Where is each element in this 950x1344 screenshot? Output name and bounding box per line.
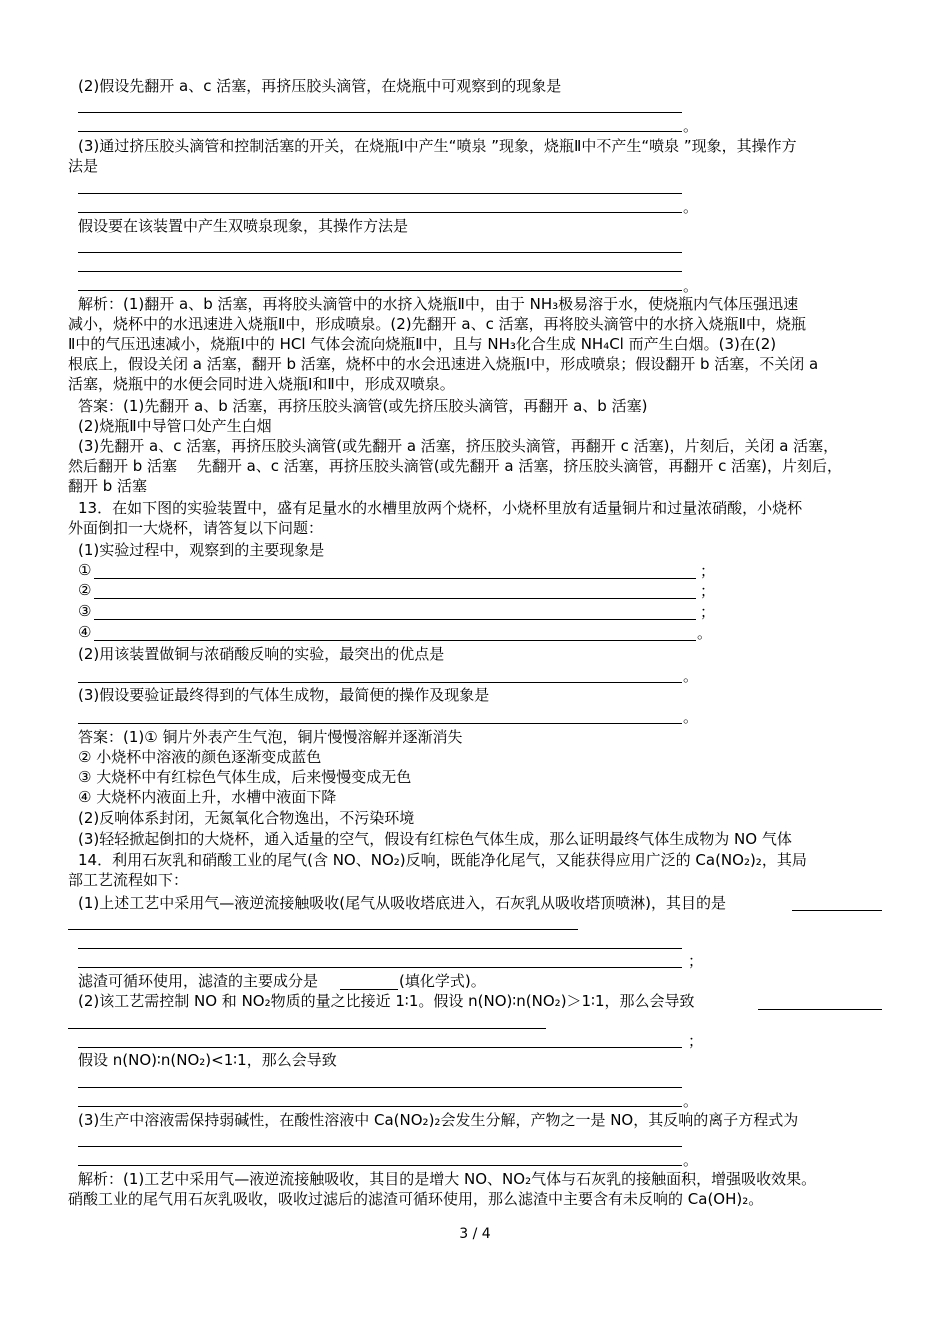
q13-answer-line: (2)反响体系封闭，无氮氧化合物逸出，不污染环境 <box>78 809 415 827</box>
answer-blank[interactable] <box>78 290 682 291</box>
q12-analysis-line: 解析：(1)翻开 a、b 活塞，再将胶头滴管中的水挤入烧瓶Ⅱ中，由于 NH₃极易溶于水，使烧瓶内气体压强迅速 <box>78 295 799 313</box>
punctuation: ； <box>700 562 716 580</box>
q12-answer-line: (3)先翻开 a、c 活塞，再挤压胶头滴管(或先翻开 a 活塞，挤压胶头滴管，再翻开 c 活塞)，片刻后，关闭 a 活塞， <box>78 437 839 455</box>
q13-part1-prompt: (1)实验过程中，观察到的主要现象是 <box>78 541 325 559</box>
q14-part2-prompt-b: 假设 n(NO)∶n(NO₂)<1∶1，那么会导致 <box>78 1051 337 1069</box>
answer-blank[interactable] <box>68 929 578 930</box>
page-number: 3 / 4 <box>459 1226 491 1242</box>
answer-blank[interactable] <box>94 640 696 641</box>
answer-blank[interactable] <box>94 578 696 579</box>
q12-answer-line: 然后翻开 b 活塞 先翻开 a、c 活塞，再挤压胶头滴管(或先翻开 a 活塞，挤压胶头滴管，再翻开 c 活塞)，片刻后， <box>68 457 843 475</box>
q13-item-marker: ② <box>78 581 92 599</box>
punctuation: ； <box>700 603 716 621</box>
answer-blank[interactable] <box>78 1146 682 1147</box>
q13-answer-line: ③ 大烧杯中有红棕色气体生成，后来慢慢变成无色 <box>78 768 412 786</box>
q12-part3-prompt-cont: 法是 <box>68 157 99 175</box>
punctuation: 。 <box>683 1151 699 1169</box>
answer-blank[interactable] <box>78 1165 682 1166</box>
punctuation: 。 <box>683 117 699 135</box>
answer-blank[interactable] <box>78 131 682 132</box>
answer-blank[interactable] <box>78 723 682 724</box>
punctuation: 。 <box>683 1092 699 1110</box>
answer-blank[interactable] <box>94 619 696 620</box>
answer-blank[interactable] <box>94 598 696 599</box>
q13-part3-prompt: (3)假设要验证最终得到的气体生成物，最简便的操作及现象是 <box>78 686 490 704</box>
q13-item-marker: ④ <box>78 623 92 641</box>
q14-stem-cont: 部工艺流程如下： <box>68 871 189 889</box>
q14-analysis-line: 硝酸工业的尾气用石灰乳吸收，吸收过滤后的滤渣可循环使用，那么滤渣中主要含有未反响的 Ca(OH)₂。 <box>68 1190 764 1208</box>
q13-item-marker: ① <box>78 561 92 579</box>
answer-blank[interactable] <box>78 967 682 968</box>
q14-part3-prompt: (3)生产中溶液需保持弱碱性，在酸性溶液中 Ca(NO₂)₂会发生分解，产物之一是 NO，其反响的离子方程式为 <box>78 1111 799 1129</box>
q12-analysis-line: 根底上，假设关闭 a 活塞，翻开 b 活塞，烧杯中的水会迅速进入烧瓶Ⅰ中，形成喷泉；假设翻开 b 活塞，不关闭 a <box>68 355 819 373</box>
answer-blank[interactable] <box>340 989 398 990</box>
q12-analysis-line: 减小，烧杯中的水迅速进入烧瓶Ⅱ中，形成喷泉。(2)先翻开 a、c 活塞，再将胶头滴管中的水挤入烧瓶Ⅱ中，烧瓶 <box>68 315 806 333</box>
q13-stem-cont: 外面倒扣一大烧杯，请答复以下问题： <box>68 519 324 537</box>
q13-item-marker: ③ <box>78 602 92 620</box>
q14-analysis-line: 解析：(1)工艺中采用气—液逆流接触吸收，其目的是增大 NO、NO₂气体与石灰乳的接触面积，增强吸收效果。 <box>78 1170 817 1188</box>
q14-part1-residue-suffix: (填化学式)。 <box>399 972 486 990</box>
answer-blank[interactable] <box>78 948 682 949</box>
punctuation: 。 <box>683 198 699 216</box>
punctuation: 。 <box>697 624 713 642</box>
q13-answer-line: ④ 大烧杯内液面上升，水槽中液面下降 <box>78 788 337 806</box>
answer-blank[interactable] <box>78 1047 682 1048</box>
q12-analysis-line: 活塞，烧瓶中的水便会同时进入烧瓶Ⅰ和Ⅱ中，形成双喷泉。 <box>68 375 455 393</box>
punctuation: 。 <box>683 277 699 295</box>
q13-answer-line: ② 小烧杯中溶液的颜色逐渐变成蓝色 <box>78 748 322 766</box>
q14-stem: 14．利用石灰乳和硝酸工业的尾气(含 NO、NO₂)反响，既能净化尾气，又能获得应用广泛的 Ca(NO₂)₂，其局 <box>78 851 807 869</box>
answer-blank[interactable] <box>758 1009 882 1010</box>
q12-answer-line: (2)烧瓶Ⅱ中导管口处产生白烟 <box>78 417 272 435</box>
q12-part3-prompt: (3)通过挤压胶头滴管和控制活塞的开关，在烧瓶Ⅰ中产生“喷泉 ”现象，烧瓶Ⅱ中不产生“喷泉 ”现象，其操作方 <box>78 137 797 155</box>
q12-answer-line: 翻开 b 活塞 <box>68 477 148 495</box>
q13-stem: 13．在如下图的实验装置中，盛有足量水的水槽里放两个烧杯，小烧杯里放有适量铜片和过量浓硝酸，小烧杯 <box>78 499 803 517</box>
punctuation: 。 <box>683 708 699 726</box>
q14-part2-prompt: (2)该工艺需控制 NO 和 NO₂物质的量之比接近 1∶1。假设 n(NO)∶n(NO₂)＞1∶1，那么会导致 <box>78 992 695 1010</box>
answer-blank[interactable] <box>78 682 682 683</box>
q13-answer-line: (3)轻轻掀起倒扣的大烧杯，通入适量的空气，假设有红棕色气体生成，那么证明最终气体生成物为 NO 气体 <box>78 830 792 848</box>
answer-blank[interactable] <box>78 1106 682 1107</box>
answer-blank[interactable] <box>792 910 882 911</box>
q14-part1-residue-prompt: 滤渣可循环使用，滤渣的主要成分是 <box>78 972 319 990</box>
q12-part4-prompt: 假设要在该装置中产生双喷泉现象，其操作方法是 <box>78 217 409 235</box>
punctuation: ； <box>688 1032 704 1050</box>
answer-blank[interactable] <box>68 1028 546 1029</box>
q12-analysis-line: Ⅱ中的气压迅速减小，烧瓶Ⅰ中的 HCl 气体会流向烧瓶Ⅱ中，且与 NH₃化合生成 NH₄Cl 而产生白烟。(3)在(2) <box>68 335 777 353</box>
punctuation: ； <box>700 582 716 600</box>
answer-blank[interactable] <box>78 271 682 272</box>
answer-blank[interactable] <box>78 212 682 213</box>
q14-part1-prompt: (1)上述工艺中采用气—液逆流接触吸收(尾气从吸收塔底进入，石灰乳从吸收塔顶喷淋)，其目的是 <box>78 894 726 912</box>
answer-blank[interactable] <box>78 1087 682 1088</box>
answer-blank[interactable] <box>78 193 682 194</box>
answer-blank[interactable] <box>78 252 682 253</box>
answer-blank[interactable] <box>78 112 682 113</box>
punctuation: ； <box>688 952 704 970</box>
q12-answer-line: 答案：(1)先翻开 a、b 活塞，再挤压胶头滴管(或先挤压胶头滴管，再翻开 a、b 活塞) <box>78 397 648 415</box>
q13-part2-prompt: (2)用该装置做铜与浓硝酸反响的实验，最突出的优点是 <box>78 645 445 663</box>
punctuation: 。 <box>683 667 699 685</box>
q12-part2-prompt: (2)假设先翻开 a、c 活塞，再挤压胶头滴管，在烧瓶中可观察到的现象是 <box>78 77 562 95</box>
q13-answer-line: 答案：(1)① 铜片外表产生气泡，铜片慢慢溶解并逐渐消失 <box>78 728 463 746</box>
